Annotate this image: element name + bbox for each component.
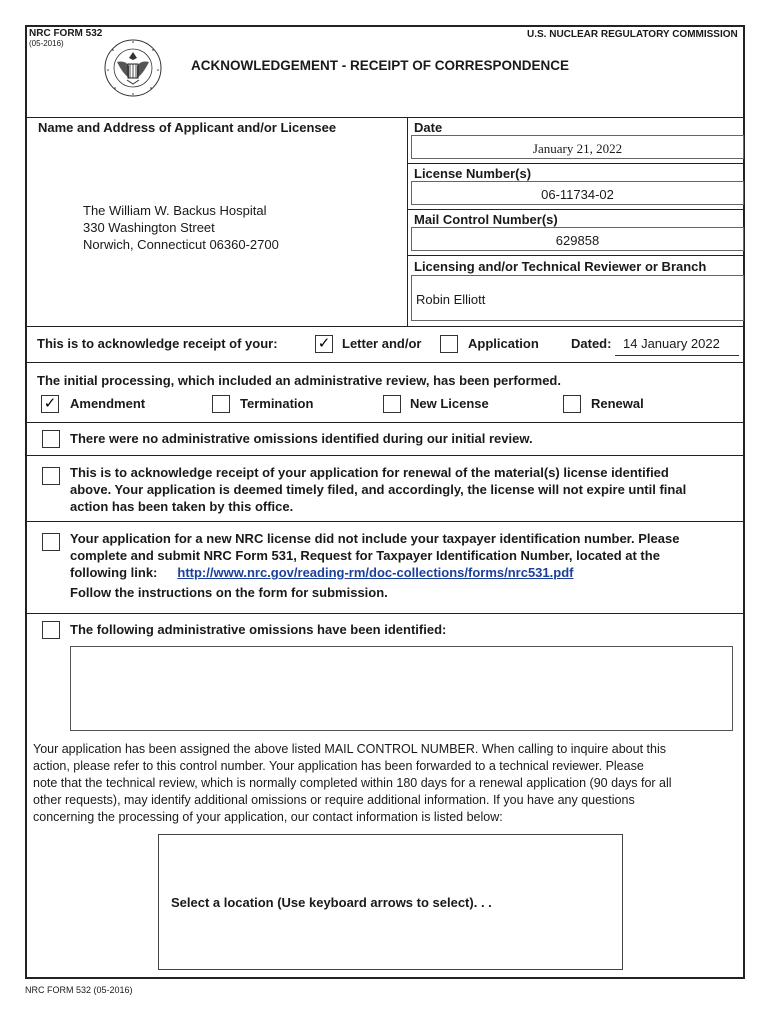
new-license-checkbox[interactable] — [383, 395, 401, 413]
divider — [25, 521, 745, 522]
taxpayer-text: Your application for a new NRC license did not include your taxpayer identification number. Please complete and submit NRC Form 531, Request for Taxpayer Identification Number, located at the following link: http://www.nrc.gov/reading-rm/doc-collections/forms/nrc531.pdf Follow the instructions on the form for submission. — [70, 531, 680, 600]
divider — [25, 117, 745, 118]
applicant-city: Norwich, Connecticut 06360-2700 — [83, 237, 279, 252]
renewal-notice-text: This is to acknowledge receipt of your application for renewal of the material(s) license identified above. Your application is deemed timely filed, and accordingly, the license will not expire until final action has been taken by this office. — [70, 465, 687, 514]
nrc531-link[interactable]: http://www.nrc.gov/reading-rm/doc-collections/forms/nrc531.pdf — [177, 565, 574, 580]
nrc-seal-icon — [103, 38, 163, 98]
renewal-notice-checkbox[interactable] — [42, 467, 60, 485]
amendment-checkbox[interactable]: ✓ — [41, 395, 59, 413]
location-select[interactable] — [158, 834, 623, 970]
license-number-field[interactable] — [411, 181, 744, 205]
location-select-value: Select a location (Use keyboard arrows to select). . . — [171, 895, 492, 910]
dated-field[interactable] — [615, 333, 739, 356]
renewal-checkbox[interactable] — [563, 395, 581, 413]
amendment-label: Amendment — [70, 396, 146, 411]
form-number: NRC FORM 532 — [29, 28, 103, 39]
divider — [25, 455, 745, 456]
letter-checkbox[interactable]: ✓ — [315, 335, 333, 353]
contact-paragraph: Your application has been assigned the above listed MAIL CONTROL NUMBER. When calling to inquire about this action, please refer to this control number. Your application has been forwarded to a technical reviewer. Please note that the technical review, which is normally completed within 180 days for a renewal application (90 days for all other requests), may identify additional omissions or require additional information. If you have any questions concerning the processing of your application, our contact information is listed below: — [33, 742, 672, 824]
renewal-label: Renewal — [591, 396, 644, 411]
omissions-textarea[interactable] — [70, 646, 733, 731]
date-field[interactable] — [411, 135, 744, 159]
applicant-street: 330 Washington Street — [83, 220, 215, 235]
processing-text: The initial processing, which included an administrative review, has been performed. — [37, 373, 561, 388]
termination-checkbox[interactable] — [212, 395, 230, 413]
dated-label: Dated: — [571, 336, 612, 351]
divider — [407, 117, 408, 326]
application-checkbox[interactable] — [440, 335, 458, 353]
divider — [25, 613, 745, 614]
divider — [407, 255, 745, 256]
reviewer-value: Robin Elliott — [416, 292, 486, 307]
mail-control-field[interactable] — [411, 227, 744, 251]
applicant-label: Name and Address of Applicant and/or Licensee — [38, 120, 337, 135]
divider — [407, 163, 745, 164]
reviewer-field[interactable] — [411, 275, 744, 321]
divider — [25, 326, 745, 327]
license-number-label: License Number(s) — [414, 166, 532, 181]
date-label: Date — [414, 120, 443, 135]
license-number-value: 06-11734-02 — [541, 187, 614, 202]
mail-control-value: 629858 — [555, 233, 600, 248]
acknowledge-text: This is to acknowledge receipt of your: — [37, 336, 278, 351]
applicant-name: The William W. Backus Hospital — [83, 203, 267, 218]
no-omissions-checkbox[interactable] — [42, 430, 60, 448]
application-label: Application — [468, 336, 539, 351]
omissions-checkbox[interactable] — [42, 621, 60, 639]
divider — [407, 209, 745, 210]
letter-label: Letter and/or — [342, 336, 422, 351]
agency-name: U.S. NUCLEAR REGULATORY COMMISSION — [527, 29, 738, 40]
mail-control-label: Mail Control Number(s) — [414, 212, 558, 227]
no-omissions-text: There were no administrative omissions identified during our initial review. — [70, 431, 533, 446]
form-date: (05-2016) — [29, 39, 64, 48]
new-license-label: New License — [410, 396, 489, 411]
date-value: January 21, 2022 — [532, 141, 623, 156]
omissions-label: The following administrative omissions have been identified: — [70, 622, 447, 637]
page-title: ACKNOWLEDGEMENT - RECEIPT OF CORRESPONDENCE — [191, 58, 570, 73]
dated-value: 14 January 2022 — [623, 336, 720, 351]
taxpayer-checkbox[interactable] — [42, 533, 60, 551]
termination-label: Termination — [240, 396, 314, 411]
bottom-form-label: NRC FORM 532 (05-2016) — [25, 985, 133, 995]
divider — [25, 362, 745, 363]
reviewer-label: Licensing and/or Technical Reviewer or Branch — [414, 259, 707, 274]
divider — [25, 422, 745, 423]
